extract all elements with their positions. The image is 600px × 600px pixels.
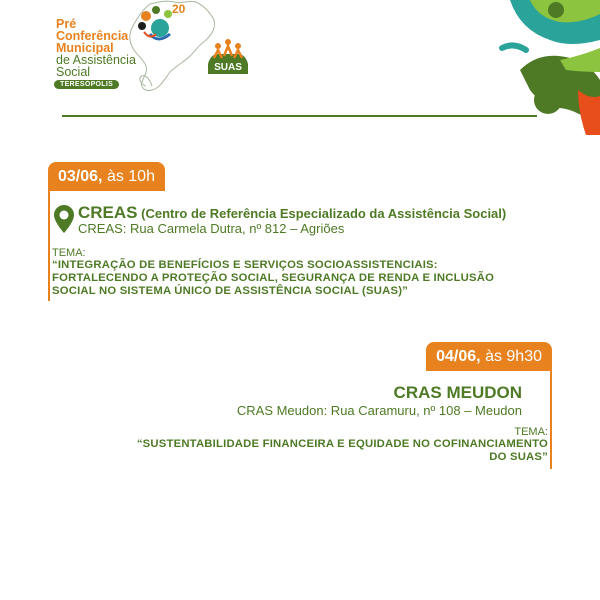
logo-title-line: Conferência <box>56 29 129 43</box>
event-time: às 10h <box>106 168 155 185</box>
figure-teal-icon <box>151 19 169 37</box>
event-address: CRAS Meudon: Rua Caramuru, nº 108 – Meudon <box>236 403 522 418</box>
conference-logo <box>0 0 260 100</box>
logo-title-line: Social <box>56 65 91 79</box>
event-place <box>78 203 506 223</box>
event-accent-line <box>48 189 50 301</box>
event-address: CREAS: Rua Carmela Dutra, nº 812 – Agriões <box>78 221 345 236</box>
event-date: 03/06, <box>58 168 103 185</box>
event-time: às 9h30 <box>485 348 542 365</box>
theme-label: TEMA: <box>52 247 86 259</box>
event-place-short: CRAS MEUDON <box>393 383 522 402</box>
theme-line: “INTEGRAÇÃO DE BENEFÍCIOS E SERVIÇOS SOCIOASSISTENCIAIS: <box>52 259 438 271</box>
theme-line: DO SUAS” <box>489 451 548 463</box>
location-pin-icon <box>54 205 74 233</box>
event-place-full: (Centro de Referência Especializado da Assistência Social) <box>141 206 507 221</box>
event-theme <box>52 259 562 298</box>
theme-label: TEMA: <box>514 426 548 438</box>
event-theme <box>28 438 548 464</box>
logo-title-line: Municipal <box>56 41 114 55</box>
logo-title <box>56 18 136 78</box>
logo-title-line: de Assistência <box>56 53 136 67</box>
event-date: 04/06, <box>436 348 481 365</box>
theme-line: “SUSTENTABILIDADE FINANCEIRA E EQUIDADE NO COFINANCIAMENTO <box>136 438 548 450</box>
logo-title-line: Pré <box>56 17 77 31</box>
event-date-tab <box>426 342 552 371</box>
event-place-short: CREAS <box>78 203 138 222</box>
event-date-tab <box>48 162 165 191</box>
theme-line: SOCIAL NO SISTEMA ÚNICO DE ASSISTÊNCIA SOCIAL (SUAS)” <box>52 285 409 297</box>
anniversary-number: 20 <box>172 2 186 16</box>
city-badge: TERESÓPOLIS <box>54 80 119 89</box>
theme-line: FORTALECENDO A PROTEÇÃO SOCIAL, SEGURANÇA DE RENDA E INCLUSÃO <box>52 272 495 284</box>
suas-badge-label: SUAS <box>214 62 242 73</box>
divider <box>62 115 537 117</box>
suas-logo <box>206 36 250 76</box>
event-accent-line <box>550 369 552 469</box>
